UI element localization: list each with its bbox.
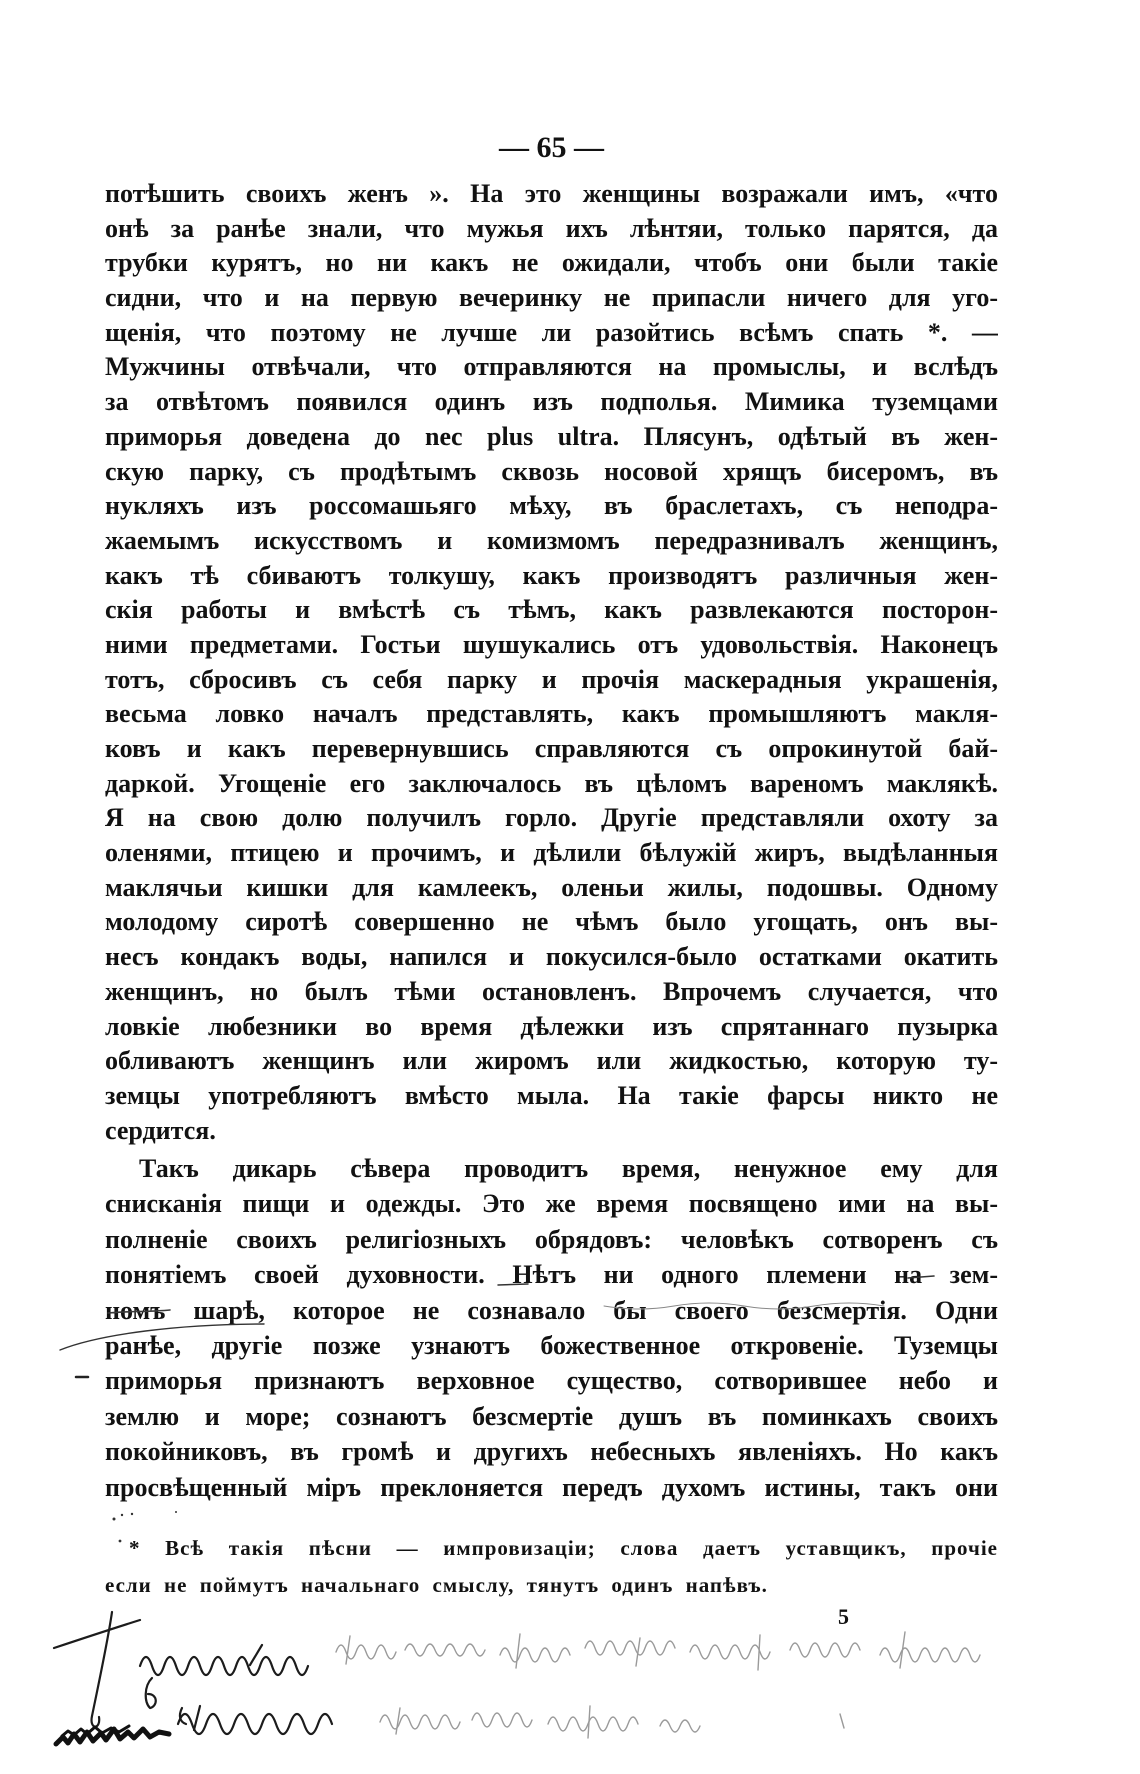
handwriting-stroke: [92, 1612, 112, 1727]
handwriting-stroke: [140, 1657, 308, 1675]
text-line: покойниковъ, въ громѣ и другихъ небесныхъ явленіяхъ. Но какъ: [105, 1437, 998, 1467]
handwriting-stroke: [250, 1645, 262, 1665]
faint-handwriting: [346, 1632, 905, 1670]
text-line: женщинъ, но былъ тѣми остановленъ. Впрочемъ случается, что: [105, 976, 998, 1006]
ink-scribble: [62, 1726, 129, 1736]
faint-handwriting: [472, 1713, 532, 1727]
text-line: маклячьи кишки для камлеекъ, оленьи жилы, подошвы. Одному: [105, 872, 998, 902]
text-line: даркой. Угощеніе его заключалось въ цѣломъ вареномъ маклякѣ.: [105, 768, 998, 798]
handwriting-stroke: [146, 1678, 156, 1708]
ink-scribble: [56, 1729, 169, 1744]
text-line: обливаютъ женщинъ или жиромъ или жидкостью, которую ту-: [105, 1046, 998, 1076]
text-line: просвѣщенный міръ преклоняется передъ духомъ истины, такъ они: [105, 1472, 998, 1502]
text-line: ними предметами. Гостьи шушукались отъ удовольствія. Наконецъ: [105, 629, 998, 659]
faint-handwriting: [380, 1715, 460, 1729]
faint-handwriting: [548, 1717, 638, 1731]
text-line: землю и море; сознаютъ безсмертіе душъ въ поминкахъ своихъ: [105, 1401, 998, 1431]
text-line: Мужчины отвѣчали, что отправляются на промыслы, и вслѣдъ: [105, 352, 998, 382]
text-line: скія работы и вмѣстѣ съ тѣмъ, какъ развлекаются посторон-: [105, 595, 998, 625]
text-line: Такъ дикарь сѣвера проводитъ время, ненужное ему для: [139, 1154, 998, 1183]
paragraph: [105, 177, 998, 1148]
text-line: скую парку, съ продѣтымъ сквозь носовой хрящъ бисеромъ, въ: [105, 456, 998, 486]
text-line: сидни, что и на первую вечеринку не припасли ничего для уго-: [105, 283, 998, 313]
text-line: жаемымъ искусствомъ и комизмомъ передразнивалъ женщинъ,: [105, 525, 998, 555]
handwriting-stroke: [194, 1706, 200, 1730]
dot: [113, 1518, 116, 1521]
handwriting-stroke: [54, 1620, 140, 1648]
text-line: Я на свою долю получилъ горло. Другіе представляли охоту за: [105, 803, 998, 833]
text-line: ковъ и какъ перевернувшись справляются съ опрокинутой бай-: [105, 734, 998, 763]
text-line: трубки курятъ, но ни какъ не ожидали, чтобъ они были такіе: [105, 248, 998, 278]
faint-handwriting: [660, 1720, 700, 1732]
handwritten-note-faint: [336, 1632, 980, 1738]
text-line: оленями, птицею и прочимъ, и дѣлили бѣлужій жиръ, выдѣланныя: [105, 838, 998, 868]
faint-handwriting: [690, 1645, 770, 1659]
text-line: земцы употребляютъ вмѣсто мыла. На такіе фарсы никто не: [105, 1080, 998, 1110]
text-line: ранѣе, другіе позже узнаютъ божественное откровеніе. Туземцы: [105, 1330, 998, 1360]
page-number: — 65 —: [499, 131, 604, 164]
faint-handwriting: [585, 1641, 675, 1655]
text-line: понятіемъ своей духовности. Нѣтъ ни одного племени на зем-: [105, 1260, 998, 1290]
text-line: весьма ловко началъ представлять, какъ промышляютъ макля-: [105, 699, 998, 729]
text-line: несъ кондакъ воды, напился и покусился-было остатками окатить: [105, 942, 998, 972]
text-line: тотъ, сбросивъ съ себя парку и прочія маскерадныя украшенія,: [105, 664, 998, 694]
text-line: нукляхъ изъ россомашьяго мѣху, въ браслетахъ, съ неподра-: [105, 491, 998, 521]
handwritten-note-dark: [54, 1612, 332, 1734]
text-line: щенія, что поэтому не лучше ли разойтись всѣмъ спать *. —: [105, 317, 998, 347]
footnote-line: * Всѣ такія пѣсни — импровизаціи; слова даетъ уставщикъ, прочіе: [129, 1536, 998, 1560]
faint-handwriting: [790, 1643, 860, 1657]
footnote: [105, 1530, 998, 1604]
ink-blot: [56, 1726, 169, 1744]
text-line: молодому сиротѣ совершенно не чѣмъ было угощать, онъ вы-: [105, 907, 998, 937]
text-line: онѣ за ранѣе знали, что мужья ихъ лѣнтяи, только парятся, да: [105, 213, 998, 243]
text-line: приморья доведена до nec plus ultra. Плясунъ, одѣтый въ жен-: [105, 421, 998, 451]
faint-handwriting: [396, 1706, 844, 1738]
dot: [131, 1513, 133, 1515]
text-line: номъ шарѣ, которое не сознавало бы своего безсмертія. Одни: [105, 1295, 998, 1325]
text-line: за отвѣтомъ появился одинъ изъ подполья. Мимика туземцами: [105, 387, 998, 417]
text-line: снисканія пищи и одежды. Это же время посвящено ими на вы-: [105, 1189, 998, 1219]
paragraph: [105, 1151, 998, 1505]
faint-handwriting: [880, 1648, 980, 1662]
text-line: потѣшить своихъ женъ ». На это женщины возражали имъ, «что: [105, 179, 998, 208]
faint-handwriting: [500, 1648, 570, 1662]
text-line: ловкіе любезники во время дѣлежки изъ спрятаннаго пузырка: [105, 1011, 998, 1041]
footnote-line: если не поймутъ начальнаго смыслу, тянутъ одинъ напѣвъ.: [105, 1573, 768, 1597]
faint-handwriting: [405, 1644, 485, 1656]
handwriting-stroke: [178, 1714, 332, 1734]
dot: [175, 1511, 177, 1513]
faint-handwriting: [336, 1645, 396, 1659]
text-line: приморья признаютъ верховное существо, сотворившее небо и: [105, 1366, 998, 1396]
text-line: сердится.: [105, 1115, 216, 1145]
printer-signature-mark: 5: [838, 1604, 849, 1629]
dot: [121, 1514, 123, 1516]
text-line: полненіе своихъ религіозныхъ обрядовъ: человѣкъ сотворенъ съ: [105, 1224, 998, 1254]
text-line: какъ тѣ сбиваютъ толкушу, какъ производятъ различныя жен-: [105, 560, 998, 590]
handwriting-stroke: [180, 1708, 186, 1724]
